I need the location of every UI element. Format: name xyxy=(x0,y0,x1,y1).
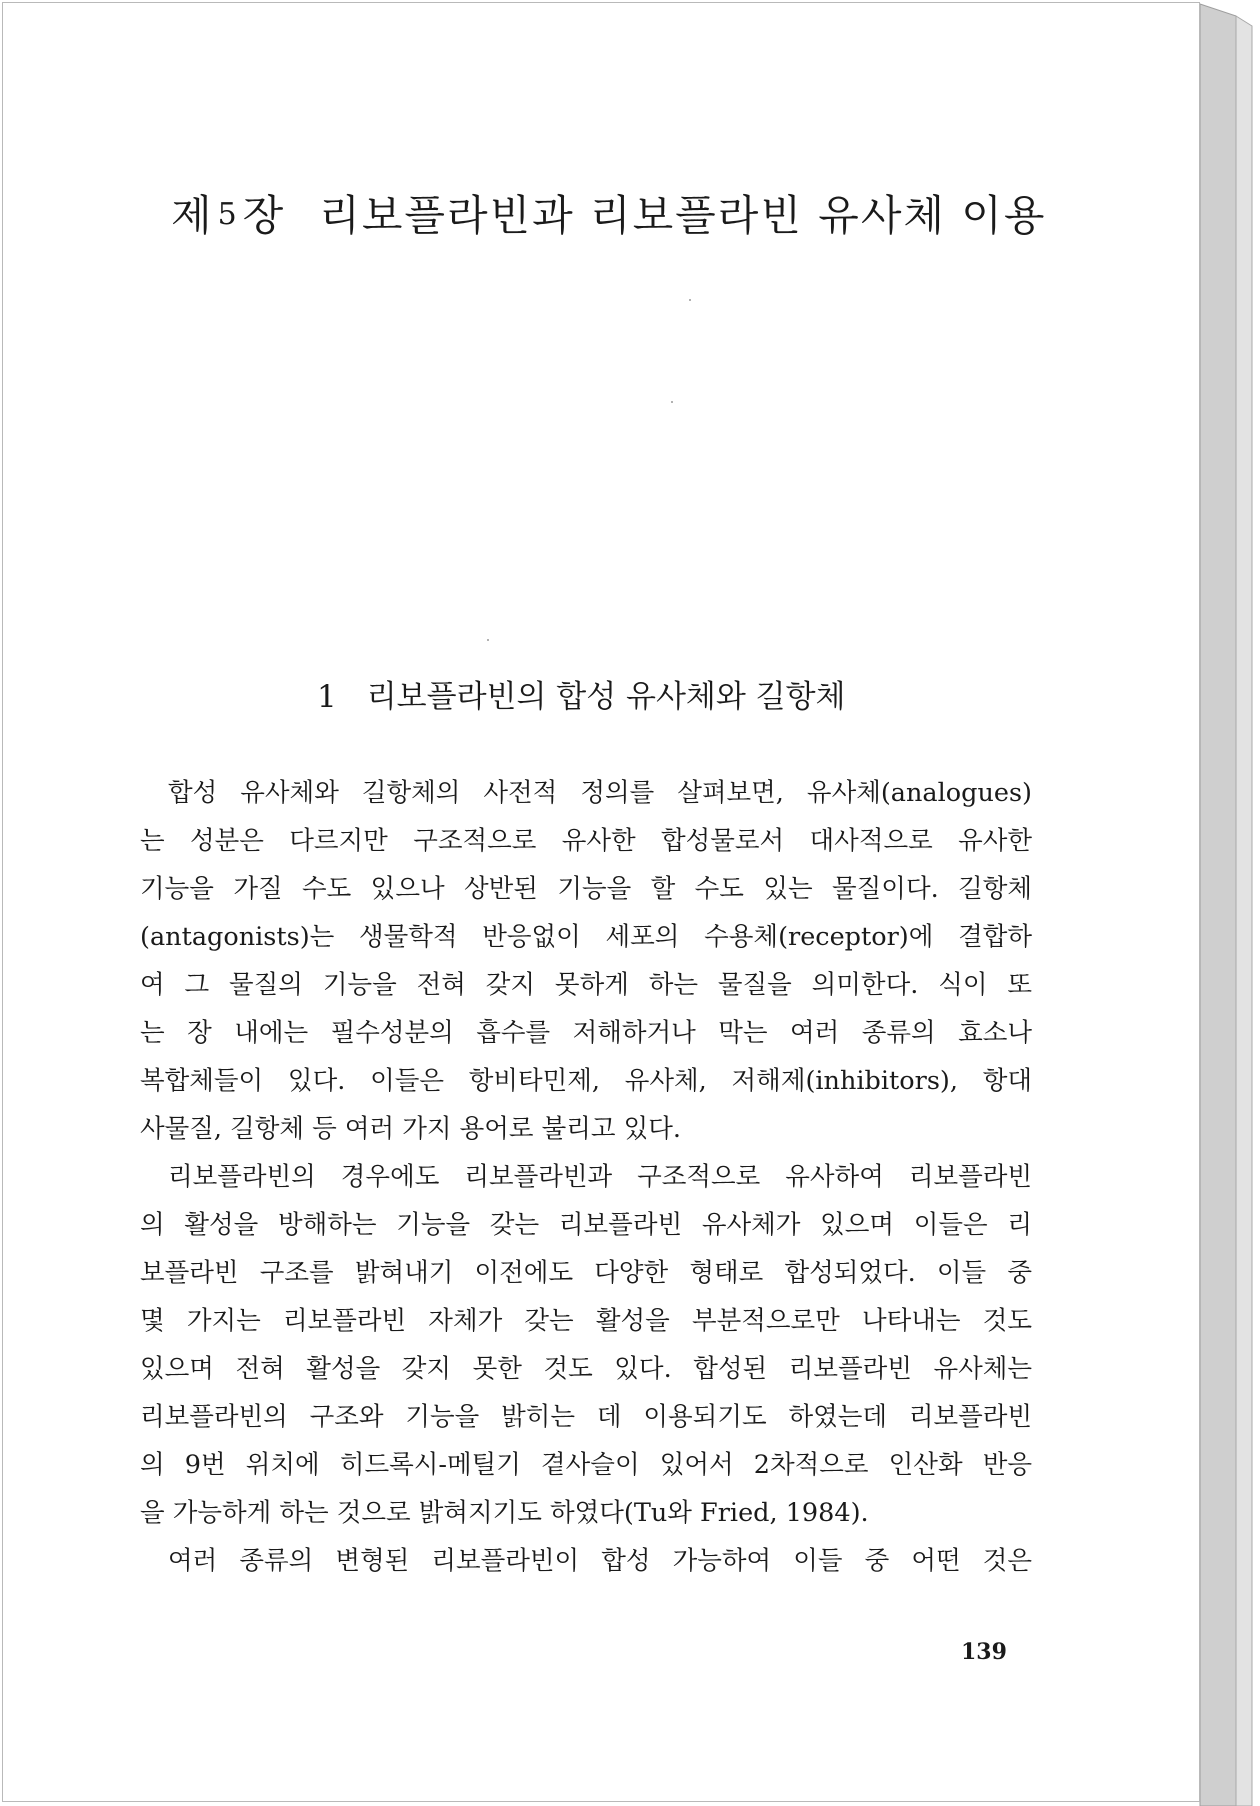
text-line: (antagonists)는 생물학적 반응없이 세포의 수용체(receptor)에 결합하 xyxy=(140,922,1032,952)
page-block-edge xyxy=(1196,0,1260,1806)
scan-speck xyxy=(671,401,673,403)
text-line: 리보플라빈의 구조와 기능을 밝히는 데 이용되기도 하였는데 리보플라빈 xyxy=(140,1402,1032,1432)
chapter-number: 5 xyxy=(217,197,239,232)
text-line: 의 9번 위치에 히드록시-메틸기 곁사슬이 있어서 2차적으로 인산화 반응 xyxy=(140,1450,1032,1480)
text-line: 복합체들이 있다. 이들은 항비타민제, 유사체, 저해제(inhibitors), 항대 xyxy=(140,1066,1032,1096)
section-number: 1 xyxy=(317,679,337,715)
text-line: 사물질, 길항체 등 여러 가지 용어로 불리고 있다. xyxy=(140,1114,681,1144)
body-text xyxy=(140,769,1032,1585)
text-line: 의 활성을 방해하는 기능을 갖는 리보플라빈 유사체가 있으며 이들은 리 xyxy=(140,1210,1032,1240)
section-title: 리보플라빈의 합성 유사체와 길항체 xyxy=(366,679,846,715)
text-line: 있으며 전혀 활성을 갖지 못한 것도 있다. 합성된 리보플라빈 유사체는 xyxy=(140,1354,1032,1384)
scan-speck xyxy=(689,299,691,301)
text-line: 는 성분은 다르지만 구조적으로 유사한 합성물로서 대사적으로 유사한 xyxy=(140,826,1032,856)
chapter-prefix: 제 xyxy=(171,191,214,240)
text-line: 리보플라빈의 경우에도 리보플라빈과 구조적으로 유사하여 리보플라빈 xyxy=(168,1162,1032,1192)
page-number: 139 xyxy=(961,1639,1007,1665)
chapter-suffix: 장 xyxy=(242,191,286,240)
book-page xyxy=(2,2,1200,1802)
text-line: 몇 가지는 리보플라빈 자체가 갖는 활성을 부분적으로만 나타내는 것도 xyxy=(140,1306,1032,1336)
text-line: 보플라빈 구조를 밝혀내기 이전에도 다양한 형태로 합성되었다. 이들 중 xyxy=(140,1258,1032,1288)
chapter-title xyxy=(171,183,1046,243)
text-line: 기능을 가질 수도 있으나 상반된 기능을 할 수도 있는 물질이다. 길항체 xyxy=(140,874,1032,904)
text-line: 합성 유사체와 길항체의 사전적 정의를 살펴보면, 유사체(analogues) xyxy=(168,778,1032,808)
text-line: 여러 종류의 변형된 리보플라빈이 합성 가능하여 이들 중 어떤 것은 xyxy=(168,1546,1032,1576)
text-line: 는 장 내에는 필수성분의 흡수를 저해하거나 막는 여러 종류의 효소나 xyxy=(140,1018,1032,1048)
text-line: 여 그 물질의 기능을 전혀 갖지 못하게 하는 물질을 의미한다. 식이 또 xyxy=(140,970,1032,1000)
scan-speck xyxy=(487,639,489,641)
chapter-title-text: 리보플라빈과 리보플라빈 유사체 이용 xyxy=(319,191,1047,240)
text-line: 을 가능하게 하는 것으로 밝혀지기도 하였다(Tu와 Fried, 1984). xyxy=(140,1498,869,1528)
section-heading xyxy=(317,671,846,716)
